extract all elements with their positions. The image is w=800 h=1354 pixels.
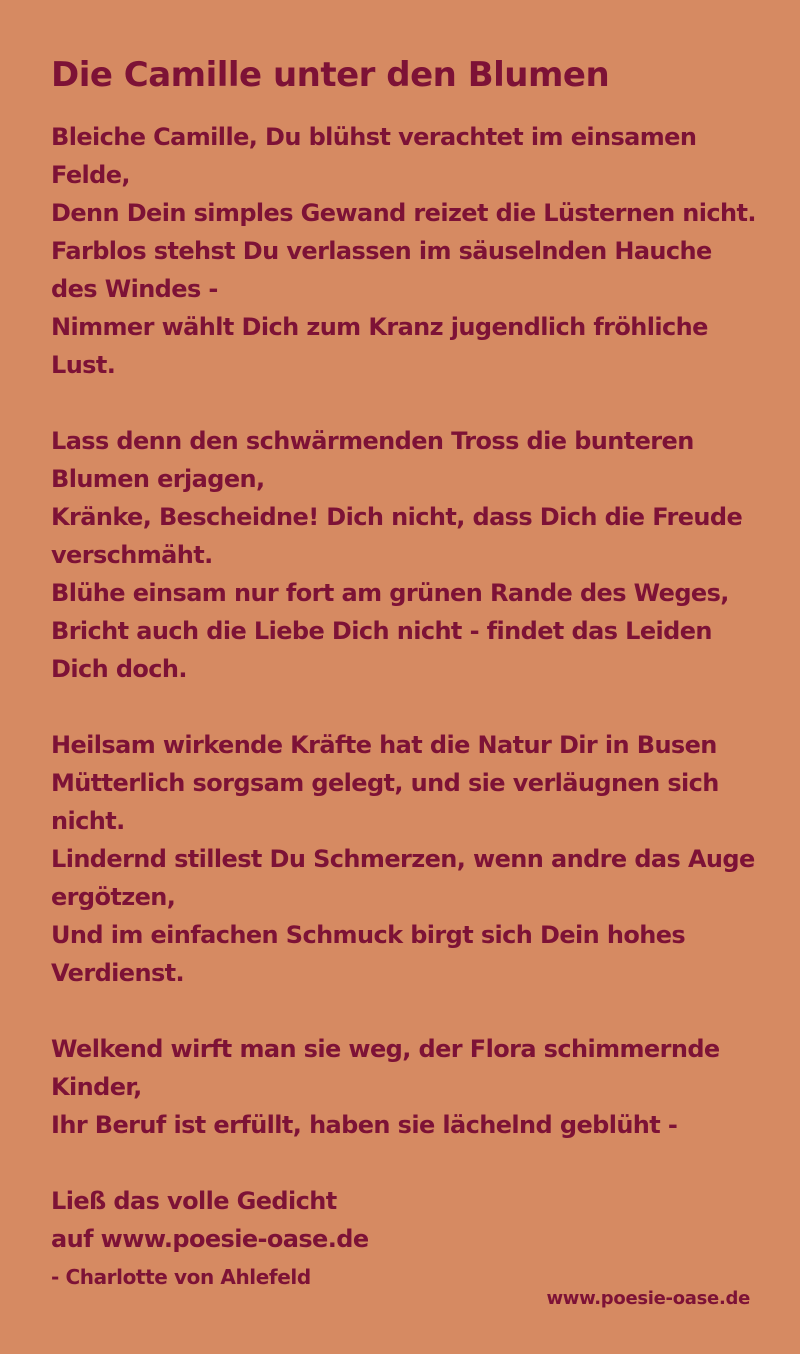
poem-line: Farblos stehst Du verlassen im säuselnden Hauche des Windes - [51,237,712,303]
poem-line: Denn Dein simples Gewand reizet die Lüsternen nicht. [51,199,756,227]
poem-author: - Charlotte von Ahlefeld [51,1265,311,1289]
poem-line: Mütterlich sorgsam gelegt, und sie verläugnen sich nicht. [51,769,719,835]
poem-line: Lass denn den schwärmenden Tross die bunteren Blumen erjagen, [51,427,694,493]
poem-line: Lindernd stillest Du Schmerzen, wenn andre das Auge ergötzen, [51,845,755,911]
stanza-1 [51,118,760,384]
footer-site-url: www.poesie-oase.de [546,1288,750,1309]
poem-line: Welkend wirft man sie weg, der Flora schimmernde Kinder, [51,1035,720,1101]
poem-line: Und im einfachen Schmuck birgt sich Dein hohes Verdienst. [51,921,686,987]
poem-line: Nimmer wählt⁠ Dich zum Kranz jugendlich fröhliche Lust. [51,313,708,379]
poem-line: Bricht auch die Liebe Dich nicht - findet das Leiden Dich doch. [51,617,712,683]
poem-line: Kränke, Bescheidne! Dich nicht, dass Dich die Freude verschmäht. [51,503,743,569]
read-more-teaser [51,1182,760,1258]
teaser-line: Ließ das volle Gedicht [51,1187,337,1215]
stanza-3 [51,726,760,992]
poem-title: Die Camille unter den Blumen [51,55,610,95]
poem-line: Bleiche Camille, Du blühst verachtet im einsamen Felde, [51,123,697,189]
stanza-2 [51,422,760,688]
poem-body [51,118,760,1292]
teaser-link-line: auf www.poesie-oase.de [51,1225,369,1253]
poem-line: Ihr Beruf ist erfüllt, haben sie lächelnd geblüht - [51,1111,678,1139]
poem-line: Blühe einsam nur fort am grünen Rande des Weges, [51,579,729,607]
stanza-4 [51,1030,760,1144]
poem-line: Heilsam wirkende Kräfte hat die Natur Dir in Busen [51,731,717,759]
